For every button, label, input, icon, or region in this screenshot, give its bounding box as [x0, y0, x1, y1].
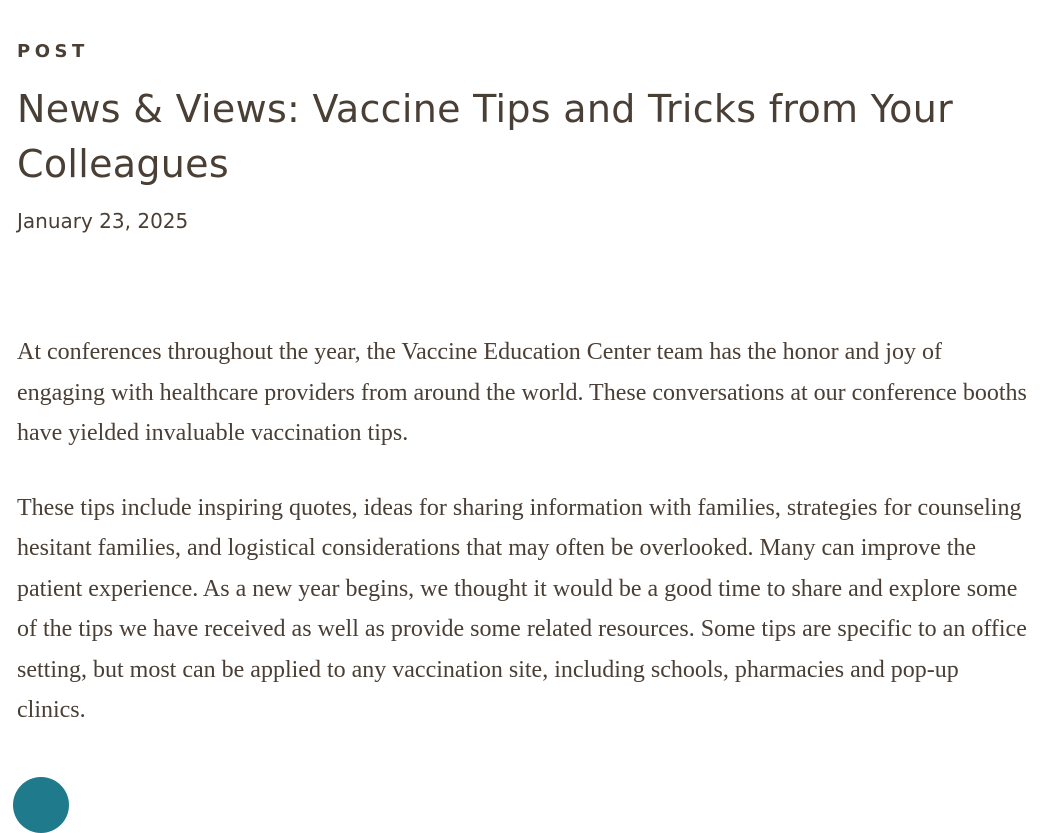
post-date: January 23, 2025: [17, 209, 189, 233]
body-paragraph: At conferences throughout the year, the Vaccine Education Center team has the honor and joy of engaging with healthcare providers from around the world. These conversations at our conference booths have yielded invaluable vaccination tips.: [17, 339, 1027, 446]
floating-action-button[interactable]: [13, 777, 69, 833]
post-type-label: POST: [17, 41, 89, 62]
post-body: [17, 332, 1032, 765]
page-title: News & Views: Vaccine Tips and Tricks from Your Colleagues: [17, 87, 954, 186]
body-paragraph: These tips include inspiring quotes, ideas for sharing information with families, strategies for counseling hesitant families, and logistical considerations that may often be overlooked. Many can improve the patient experience. As a new year begins, we thought it would be a good time to share and explore some of the tips we have received as well as provide some related resources. Some tips are specific to an office setting, but most can be applied to any vaccination site, including schools, pharmacies and pop-up clinics.: [17, 494, 1027, 723]
